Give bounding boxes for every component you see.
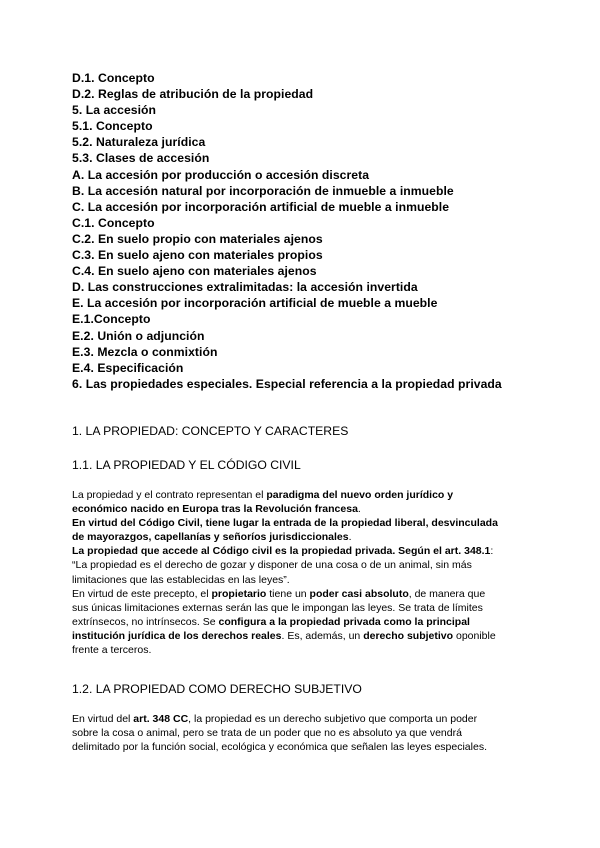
- toc-item: E.3. Mezcla o conmixtión: [72, 344, 218, 359]
- text-run: limitaciones que las establecidas en las leyes”.: [72, 573, 290, 586]
- text-run: “La propiedad es el derecho de gozar y disponer de una cosa o de un animal, sin más: [72, 559, 472, 572]
- bold-text: En virtud del Código Civil, tiene lugar la entrada de la propiedad liberal, desvinculada: [72, 517, 498, 530]
- paragraph-derecho-subjetivo: [72, 712, 534, 754]
- toc-item: 6. Las propiedades especiales. Especial referencia a la propiedad privada: [72, 376, 502, 391]
- text-line: [72, 629, 534, 643]
- toc-item: C.1. Concepto: [72, 215, 155, 230]
- bold-text: configura a la propiedad privada como la principal: [218, 615, 470, 628]
- text-line: [72, 740, 534, 754]
- bold-text: derecho subjetivo: [363, 629, 454, 642]
- text-run: En virtud del: [72, 713, 134, 725]
- toc-item: E.1.Concepto: [72, 312, 151, 327]
- text-line: [72, 573, 534, 587]
- text-run: .: [348, 531, 352, 544]
- text-line: [72, 601, 534, 615]
- text-run: oponible: [453, 629, 496, 642]
- toc-item: D.1. Concepto: [72, 71, 155, 85]
- text-line: [72, 544, 534, 558]
- toc-item: D.2. Reglas de atribución de la propiedad: [72, 87, 314, 102]
- bold-text: art. 348 CC: [133, 713, 189, 725]
- toc-item: A. La accesión por producción o accesión discreta: [72, 167, 370, 182]
- text-line: [72, 488, 534, 502]
- toc-list: [72, 70, 532, 392]
- text-run: extrínsecos, no intrínsecos. Se: [72, 615, 219, 628]
- toc-item: B. La accesión natural por incorporación de inmueble a inmueble: [72, 183, 454, 198]
- text-line: [72, 726, 534, 740]
- text-line: [72, 587, 534, 601]
- bold-text: propietario: [211, 587, 267, 600]
- text-run: sus únicas limitaciones externas serán las que le impongan las leyes. Se trata de límites: [72, 601, 483, 614]
- bold-text: económico nacido en Europa tras la Revolución francesa: [72, 503, 358, 516]
- text-line: [72, 530, 534, 544]
- text-line: [72, 643, 534, 657]
- text-run: :: [490, 545, 494, 558]
- toc-item: 5. La accesión: [72, 103, 157, 118]
- toc-item: C.2. En suelo propio con materiales ajenos: [72, 231, 323, 246]
- toc-item: 5.3. Clases de accesión: [72, 151, 210, 166]
- toc-item: D. Las construcciones extralimitadas: la accesión invertida: [72, 280, 418, 295]
- bold-text: paradigma del nuevo orden jurídico y: [266, 489, 454, 501]
- text-run: , la propiedad es un derecho subjetivo que comporta un poder: [188, 713, 478, 725]
- paragraph-codigo-civil: [72, 488, 534, 657]
- table-of-contents: [72, 70, 532, 392]
- text-run: .: [357, 503, 361, 516]
- text-run: . Es, además, un: [281, 629, 364, 642]
- subsection-heading-1-2: 1.2. LA PROPIEDAD COMO DERECHO SUBJETIVO: [72, 682, 362, 696]
- toc-item: E.4. Especificación: [72, 360, 184, 375]
- bold-text: institución jurídica de los derechos reales: [72, 629, 282, 642]
- text-run: delimitado por la función social, ecológica y económica que señalen las leyes especiales.: [72, 741, 487, 754]
- text-line: [72, 516, 534, 530]
- subsection-heading-1-1: 1.1. LA PROPIEDAD Y EL CÓDIGO CIVIL: [72, 458, 301, 472]
- toc-item: C. La accesión por incorporación artificial de mueble a inmueble: [72, 199, 450, 214]
- toc-item: E.2. Unión o adjunción: [72, 328, 205, 343]
- toc-item: C.3. En suelo ajeno con materiales propios: [72, 248, 323, 263]
- section-heading: 1. LA PROPIEDAD: CONCEPTO Y CARACTERES: [72, 424, 349, 438]
- text-run: En virtud de este precepto, el: [72, 587, 212, 600]
- text-run: La propiedad y el contrato representan el: [72, 489, 267, 501]
- toc-item: 5.1. Concepto: [72, 119, 153, 134]
- text-line: [72, 615, 534, 629]
- toc-item: C.4. En suelo ajeno con materiales ajenos: [72, 264, 317, 279]
- text-line: [72, 712, 534, 726]
- bold-text: de mayorazgos, capellanías y señoríos jurisdiccionales: [72, 531, 349, 544]
- bold-text: poder casi absoluto: [309, 587, 409, 600]
- toc-item: 5.2. Naturaleza jurídica: [72, 135, 206, 150]
- text-run: frente a terceros.: [72, 644, 152, 657]
- text-run: tiene un: [266, 587, 310, 600]
- toc-item: E. La accesión por incorporación artificial de mueble a mueble: [72, 296, 438, 311]
- text-run: sobre la cosa o animal, pero se trata de un poder que no es absoluto ya que vendrá: [72, 727, 462, 740]
- text-line: [72, 502, 534, 516]
- bold-text: La propiedad que accede al Código civil es la propiedad privada. Según el art. 348.1: [72, 545, 491, 558]
- text-run: , de manera que: [408, 587, 486, 600]
- text-line: [72, 558, 534, 572]
